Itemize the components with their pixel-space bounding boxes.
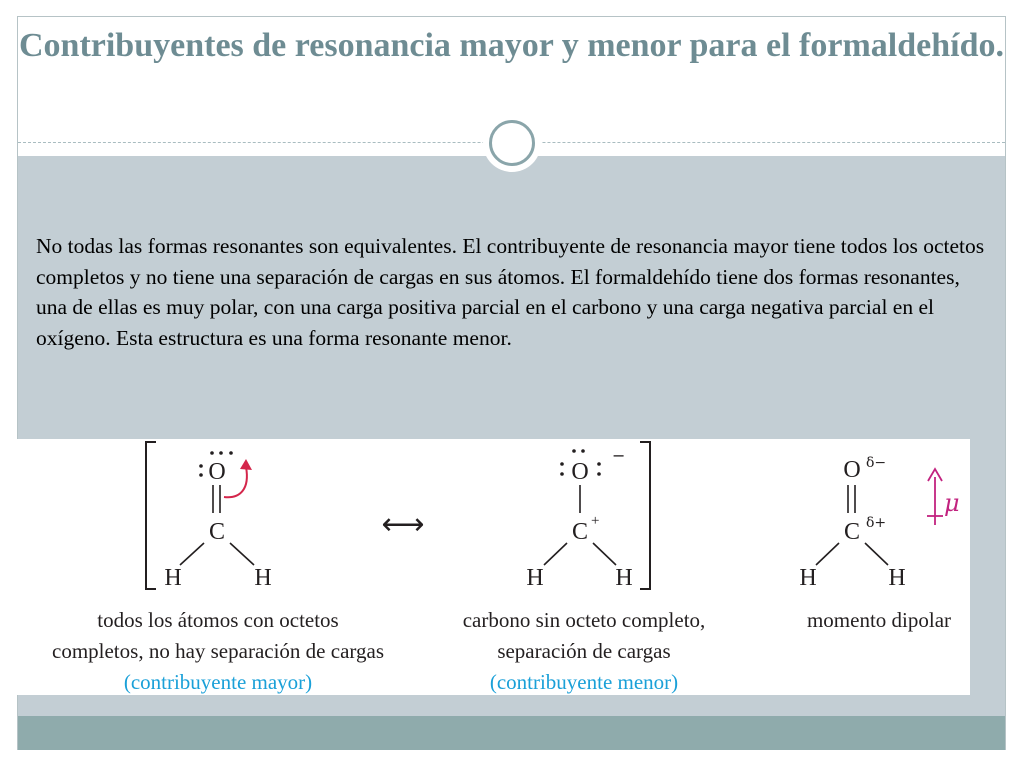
atom-carbon: C: [571, 519, 589, 545]
lone-pair-dot: [597, 462, 601, 466]
structure-minor: [526, 442, 650, 591]
footer-bar: [18, 716, 1005, 750]
negative-charge: −: [612, 446, 626, 465]
atom-oxygen: O: [208, 459, 226, 485]
atom-hydrogen: H: [254, 565, 272, 591]
lone-pair-dot: [229, 451, 233, 455]
atom-oxygen: O: [571, 459, 589, 485]
bond-line: [816, 543, 839, 565]
partial-positive-charge: δ+: [866, 515, 887, 531]
lone-pair-dot: [560, 462, 564, 466]
lone-pair-dot: [572, 449, 576, 453]
atom-oxygen: O: [843, 457, 861, 483]
resonance-arrow-icon: ⟷: [381, 507, 425, 542]
lone-pair-dot: [560, 472, 564, 476]
caption-dipole: [788, 605, 970, 636]
caption-dipole-line1: momento dipolar: [806, 608, 952, 632]
right-bracket: [640, 442, 650, 589]
curved-arrow-head-icon: [240, 459, 252, 470]
structure-major: [146, 442, 272, 591]
resonance-figure: [14, 439, 970, 695]
structure-dipole: [799, 455, 959, 591]
atom-hydrogen: H: [526, 565, 544, 591]
atom-carbon: C: [843, 519, 861, 545]
partial-negative-charge: δ−: [866, 455, 887, 471]
caption-minor-line2: separación de cargas: [497, 639, 671, 663]
lone-pair-dot: [581, 449, 585, 453]
caption-minor: [414, 605, 754, 698]
lone-pair-dot: [199, 464, 203, 468]
bond-line: [593, 543, 616, 565]
bond-line: [544, 543, 567, 565]
curved-arrow-icon: [224, 467, 247, 497]
atom-hydrogen: H: [615, 565, 633, 591]
caption-major: [38, 605, 398, 698]
caption-major-line2: completos, no hay separación de cargas: [52, 639, 384, 663]
slide-body-text: No todas las formas resonantes son equivalentes. El contribuyente de resonancia mayor tiene todos los octetos completos y no tiene una separación de cargas en sus átomos. El formaldehído tiene dos formas resonantes, una de ellas es muy polar, con una carga positiva parcial en el carbono y una carga negativa parcial en el oxígeno. Esta estructura es una forma resonante menor.: [36, 234, 985, 350]
bond-line: [865, 543, 888, 565]
lone-pair-dot: [219, 451, 223, 455]
left-bracket: [146, 442, 156, 589]
atom-hydrogen: H: [164, 565, 182, 591]
caption-minor-line3: (contribuyente menor): [489, 670, 679, 694]
slide-title: Contribuyentes de resonancia mayor y menor para el formaldehído.: [18, 27, 1005, 64]
caption-minor-line1: carbono sin octeto completo,: [462, 608, 706, 632]
positive-charge: +: [591, 513, 600, 529]
lone-pair-dot: [597, 472, 601, 476]
caption-major-line3: (contribuyente mayor): [123, 670, 313, 694]
caption-major-line1: todos los átomos con octetos: [97, 608, 339, 632]
lone-pair-dot: [210, 451, 214, 455]
atom-carbon: C: [208, 519, 226, 545]
dipole-mu-symbol: μ: [944, 489, 960, 517]
atom-hydrogen: H: [799, 565, 817, 591]
bond-line: [180, 543, 204, 565]
lone-pair-dot: [199, 473, 203, 477]
bond-line: [230, 543, 254, 565]
circle-ornament-icon: [489, 120, 535, 166]
atom-hydrogen: H: [888, 565, 906, 591]
